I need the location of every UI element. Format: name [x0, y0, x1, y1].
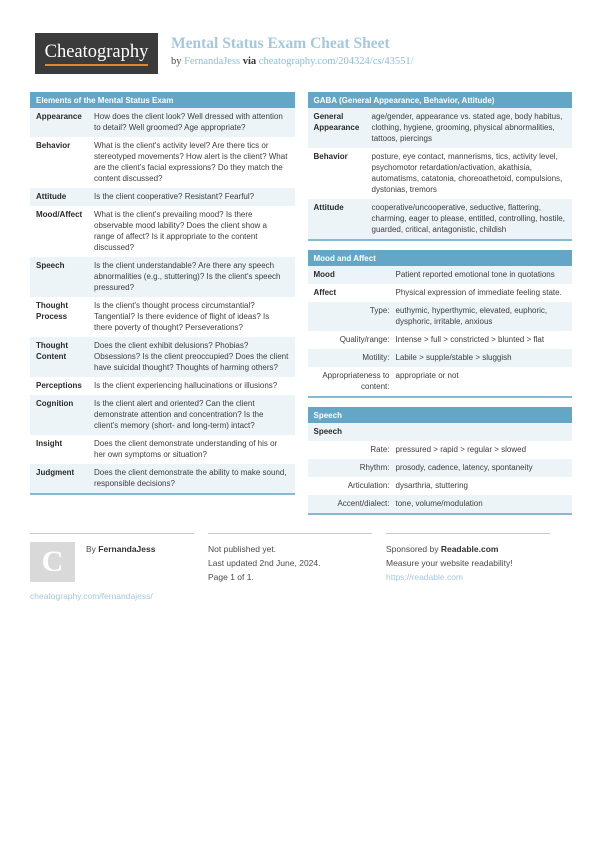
author-link[interactable]: FernandaJess: [184, 56, 241, 67]
row-text: Is the client understandable? Are there any speech abnormalities (e.g., stuttering)? Is the client's speech pressured?: [94, 261, 281, 292]
row-label: Mood: [313, 270, 335, 279]
row-text: age/gender, appearance vs. stated age, body habitus, clothing, hygiene, grooming, physical abnormalities, tattoos, piercings: [371, 112, 563, 143]
row-text: tone, volume/modulation: [395, 499, 483, 508]
row-label: Thought Process: [36, 301, 68, 321]
row-label: Accent/dialect:: [337, 499, 390, 508]
table-row: [30, 297, 295, 337]
row-text: cooperative/uncooperative, seductive, flattering, charming, eager to please, entitled, controlling, hostile, guarded, critical, antagonistic, childish: [371, 203, 565, 234]
row-text: Intense > full > constricted > blunted > flat: [395, 335, 545, 344]
table-title: Mood and Affect: [308, 250, 573, 266]
table-row: [30, 206, 295, 257]
row-label: Affect: [313, 288, 337, 297]
table-row: [308, 266, 573, 284]
table-row: [30, 464, 295, 493]
table-row: [308, 477, 573, 495]
table-row: [30, 188, 295, 206]
last-updated: Last updated 2nd June, 2024.: [208, 558, 321, 568]
right-column: [308, 92, 573, 524]
content-columns: [30, 92, 572, 524]
row-text: Physical expression of immediate feeling state.: [395, 288, 562, 297]
row-label: Thought Content: [36, 341, 68, 361]
table-gaba-general-appearance-behavior-attitude: [308, 92, 573, 241]
row-text: What is the client's prevailing mood? Is there observable mood lability? Does the client show a range of affect? Is it appropriate to the content discussed?: [94, 210, 267, 252]
table-elements-of-the-mental-status-exam: [30, 92, 295, 495]
sponsor-name: Readable.com: [440, 544, 499, 554]
table-row: [30, 257, 295, 297]
row-label: Appropriateness to content:: [322, 371, 390, 391]
row-label: Type:: [369, 306, 390, 315]
page-header: [35, 33, 414, 74]
table-row: [308, 459, 573, 477]
table-row: [308, 331, 573, 349]
footer-sponsor-column: [386, 533, 550, 601]
table-speech: [308, 407, 573, 515]
table-row: [30, 337, 295, 377]
row-text: What is the client's activity level? Are there tics or stereotyped movements? How alert is the client? What are the client's facial expressions? Do they match the content discussed?: [94, 141, 288, 183]
table-row: [308, 441, 573, 459]
author-box: [30, 542, 194, 582]
row-label: Appearance: [36, 112, 82, 121]
table-row: [308, 199, 573, 239]
cheatography-logo[interactable]: [35, 33, 158, 74]
sponsor-link[interactable]: https://readable.com: [386, 572, 464, 582]
byline-by: by: [171, 56, 182, 67]
table-row: [30, 435, 295, 464]
row-label: Perceptions: [36, 381, 82, 390]
table-row: [308, 284, 573, 302]
page-footer: [30, 533, 550, 601]
row-text: Is the client alert and oriented? Can the client demonstrate attention and concentration? Is the client's memory (short- and long-term) intact?: [94, 399, 264, 430]
table-row: [308, 423, 573, 441]
row-text: Is the client cooperative? Resistant? Fearful?: [94, 192, 255, 201]
row-text: appropriate or not: [395, 371, 459, 380]
footer-author-name: FernandaJess: [98, 544, 156, 554]
row-label: Mood/Affect: [36, 210, 83, 219]
table-title: Speech: [308, 407, 573, 423]
table-title: Elements of the Mental Status Exam: [30, 92, 295, 108]
row-label: Speech: [313, 427, 342, 436]
footer-author-column: [30, 533, 194, 601]
table-row: [30, 377, 295, 395]
footer-status-column: [208, 533, 372, 601]
footer-by-label: By: [86, 544, 96, 554]
row-text: Does the client demonstrate understanding of his or her own symptoms or situation?: [94, 439, 278, 459]
byline: [171, 56, 414, 67]
row-label: Speech: [36, 261, 65, 270]
row-text: posture, eye contact, mannerisms, tics, activity level, psychomotor retardation/activation, akathisia, automatisms, catatonia, choreoathetoid, compulsions, dystonias, tremors: [371, 152, 563, 194]
row-text: prosody, cadence, latency, spontaneity: [395, 463, 533, 472]
row-text: pressured > rapid > regular > slowed: [395, 445, 527, 454]
page-count: Page 1 of 1.: [208, 572, 254, 582]
table-row: [308, 148, 573, 199]
sponsor-tagline: Measure your website readability!: [386, 558, 513, 568]
table-row: [308, 108, 573, 148]
publish-status: Not published yet.: [208, 544, 277, 554]
table-row: [30, 137, 295, 188]
row-text: Is the client's thought process circumstantial? Tangential? Is there evidence of flight of ideas? Is there poverty of thought? Perseverations?: [94, 301, 270, 332]
row-text: Does the client exhibit delusions? Phobias? Obsessions? Is the client preoccupied? Does the client have suicidal thought? Thoughts of harming others?: [94, 341, 289, 372]
byline-via: via: [242, 56, 257, 67]
row-text: [394, 423, 573, 441]
table-row: [308, 367, 573, 396]
row-label: Articulation:: [347, 481, 390, 490]
table-row: [308, 302, 573, 331]
table-row: [30, 108, 295, 137]
author-avatar[interactable]: C: [30, 542, 75, 582]
row-text: Labile > supple/stable > sluggish: [395, 353, 512, 362]
row-text: Is the client experiencing hallucinations or illusions?: [94, 381, 278, 390]
row-label: Attitude: [36, 192, 67, 201]
row-text: How does the client look? Well dressed with attention to detail? Well groomed? Age appropriate?: [94, 112, 283, 132]
sponsor-label: Sponsored by: [386, 544, 439, 554]
row-text: Patient reported emotional tone in quotations: [395, 270, 555, 279]
table-row: [30, 395, 295, 435]
row-text: dysarthria, stuttering: [395, 481, 468, 490]
cheatography-logo-text: Cheatography: [45, 42, 149, 66]
row-label: Quality/range:: [339, 335, 390, 344]
table-mood-and-affect: [308, 250, 573, 398]
table-row: [308, 495, 573, 513]
header-text: [171, 33, 414, 67]
sponsor-line: [386, 542, 550, 556]
row-text: euthymic, hyperthymic, elevated, euphoric, dysphoric, irritable, anxious: [395, 306, 548, 326]
row-label: Behavior: [36, 141, 71, 150]
sheet-url-link[interactable]: cheatography.com/204324/cs/43551/: [258, 56, 414, 67]
row-label: Motility:: [362, 353, 390, 362]
page-title[interactable]: Mental Status Exam Cheat Sheet: [171, 35, 390, 52]
author-profile-link[interactable]: cheatography.com/fernandajess/: [30, 591, 153, 601]
row-label: Attitude: [313, 203, 344, 212]
row-label: Behavior: [313, 152, 348, 161]
row-label: General Appearance: [313, 112, 360, 132]
row-text: Does the client demonstrate the ability to make sound, responsible decisions?: [94, 468, 287, 488]
author-byline: [86, 542, 155, 582]
row-label: Insight: [36, 439, 63, 448]
table-title: GABA (General Appearance, Behavior, Attitude): [308, 92, 573, 108]
row-label: Rate:: [370, 445, 390, 454]
table-row: [308, 349, 573, 367]
row-label: Judgment: [36, 468, 75, 477]
row-label: Rhythm:: [359, 463, 390, 472]
row-label: Cognition: [36, 399, 74, 408]
left-column: [30, 92, 295, 504]
